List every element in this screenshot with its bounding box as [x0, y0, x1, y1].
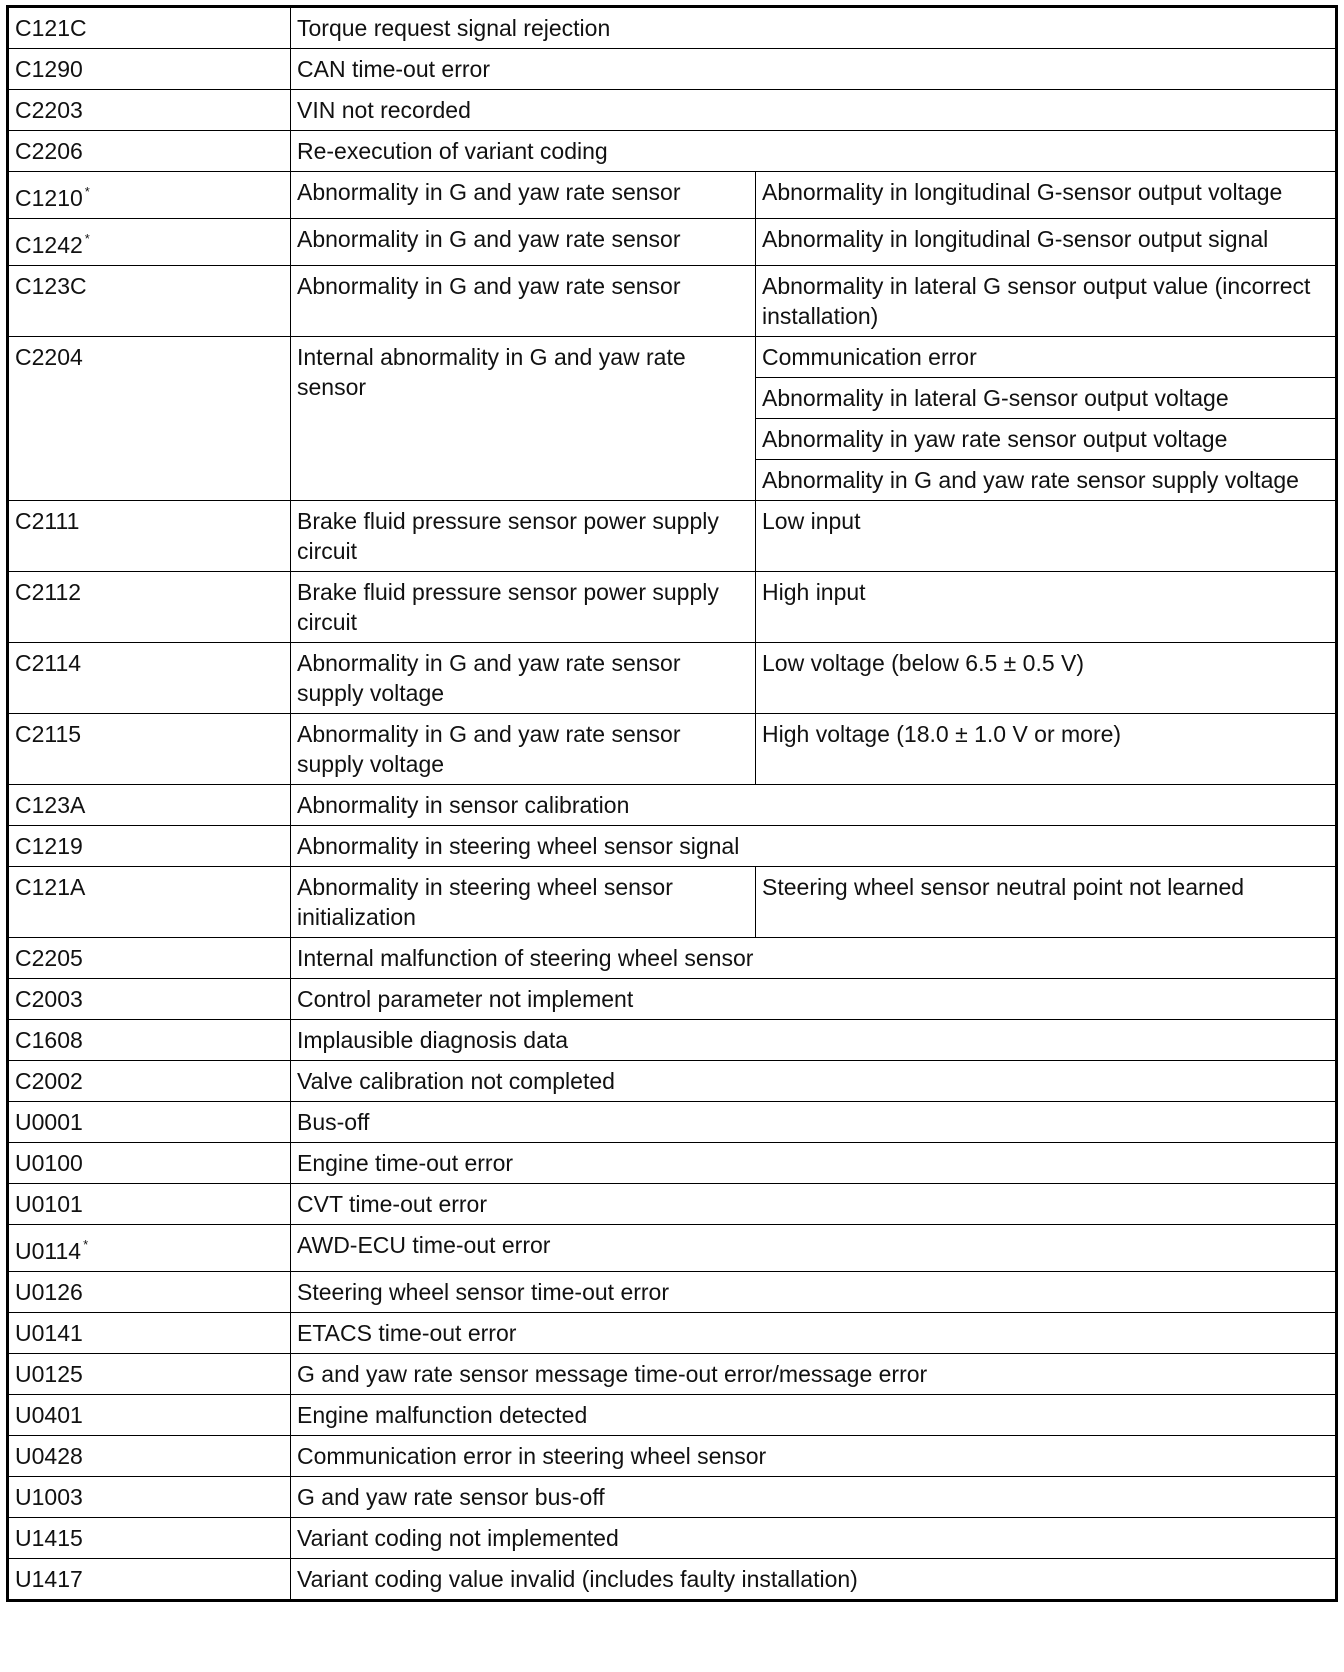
table-row	[8, 979, 1337, 1020]
dtc-description: Abnormality in G and yaw rate sensor	[291, 219, 756, 266]
dtc-code-cell	[8, 172, 291, 219]
dtc-code: C123A	[15, 792, 86, 818]
dtc-code-cell	[8, 826, 291, 867]
table-row	[8, 1313, 1337, 1354]
dtc-description: G and yaw rate sensor message time-out error/message error	[291, 1354, 1337, 1395]
dtc-code-cell	[8, 1184, 291, 1225]
dtc-description: ETACS time-out error	[291, 1313, 1337, 1354]
dtc-code-cell	[8, 643, 291, 714]
table-row	[8, 172, 1337, 219]
dtc-code: C2206	[15, 138, 83, 164]
table-row	[8, 643, 1337, 714]
dtc-code-cell	[8, 938, 291, 979]
dtc-code: C2111	[15, 508, 80, 534]
dtc-code: C2003	[15, 986, 83, 1012]
dtc-detail: Steering wheel sensor neutral point not learned	[756, 867, 1337, 938]
table-row	[8, 131, 1337, 172]
dtc-code-cell	[8, 714, 291, 785]
table-row	[8, 1272, 1337, 1313]
dtc-description: Abnormality in G and yaw rate sensor supply voltage	[291, 643, 756, 714]
dtc-description: Abnormality in steering wheel sensor signal	[291, 826, 1337, 867]
asterisk-note: *	[84, 231, 90, 246]
dtc-code: U0125	[15, 1361, 83, 1387]
dtc-detail: Abnormality in yaw rate sensor output voltage	[756, 419, 1337, 460]
dtc-code-cell	[8, 1272, 291, 1313]
dtc-code-cell	[8, 49, 291, 90]
dtc-code: U1415	[15, 1525, 83, 1551]
table-row	[8, 1020, 1337, 1061]
dtc-detail: Low input	[756, 501, 1337, 572]
table-row	[8, 501, 1337, 572]
dtc-detail: Abnormality in G and yaw rate sensor supply voltage	[756, 460, 1337, 501]
dtc-code: C1210	[15, 185, 83, 211]
dtc-code: C2203	[15, 97, 83, 123]
asterisk-note: *	[84, 184, 90, 199]
dtc-description: Valve calibration not completed	[291, 1061, 1337, 1102]
dtc-description: Abnormality in G and yaw rate sensor supply voltage	[291, 714, 756, 785]
table-row	[8, 1184, 1337, 1225]
dtc-description: G and yaw rate sensor bus-off	[291, 1477, 1337, 1518]
table-row	[8, 90, 1337, 131]
dtc-description: Abnormality in G and yaw rate sensor	[291, 172, 756, 219]
dtc-code: C1290	[15, 56, 83, 82]
dtc-detail: Abnormality in longitudinal G-sensor output voltage	[756, 172, 1337, 219]
dtc-code-cell	[8, 1354, 291, 1395]
dtc-code: U1003	[15, 1484, 83, 1510]
dtc-detail: Abnormality in lateral G-sensor output voltage	[756, 378, 1337, 419]
dtc-code: U0100	[15, 1150, 83, 1176]
dtc-code-cell	[8, 1477, 291, 1518]
table-row	[8, 572, 1337, 643]
dtc-description: Torque request signal rejection	[291, 7, 1337, 49]
dtc-code-cell	[8, 131, 291, 172]
table-row	[8, 1395, 1337, 1436]
dtc-code: C121A	[15, 874, 86, 900]
dtc-description: Abnormality in steering wheel sensor initialization	[291, 867, 756, 938]
dtc-code-cell	[8, 266, 291, 337]
table-row	[8, 826, 1337, 867]
dtc-description: Abnormality in sensor calibration	[291, 785, 1337, 826]
table-row	[8, 219, 1337, 266]
dtc-code: C121C	[15, 15, 87, 41]
dtc-description: Bus-off	[291, 1102, 1337, 1143]
dtc-code-cell	[8, 337, 291, 501]
dtc-code: C2204	[15, 344, 83, 370]
table-row	[8, 1225, 1337, 1272]
dtc-code: U0126	[15, 1279, 83, 1305]
table-row	[8, 938, 1337, 979]
dtc-description: Communication error in steering wheel sensor	[291, 1436, 1337, 1477]
dtc-code: C2112	[15, 579, 82, 605]
dtc-detail: Low voltage (below 6.5 ± 0.5 V)	[756, 643, 1337, 714]
dtc-code-cell	[8, 219, 291, 266]
dtc-code-cell	[8, 1102, 291, 1143]
table-row	[8, 714, 1337, 785]
dtc-code-cell	[8, 501, 291, 572]
dtc-code-cell	[8, 1061, 291, 1102]
dtc-description: Variant coding value invalid (includes faulty installation)	[291, 1559, 1337, 1601]
dtc-description: Brake fluid pressure sensor power supply circuit	[291, 501, 756, 572]
dtc-code-cell	[8, 1143, 291, 1184]
table-row	[8, 785, 1337, 826]
dtc-code: U1417	[15, 1566, 83, 1592]
dtc-code: U0401	[15, 1402, 83, 1428]
dtc-description: Implausible diagnosis data	[291, 1020, 1337, 1061]
table-row	[8, 867, 1337, 938]
dtc-description: Brake fluid pressure sensor power supply circuit	[291, 572, 756, 643]
dtc-code: U0114	[15, 1238, 82, 1264]
dtc-description: Internal malfunction of steering wheel sensor	[291, 938, 1337, 979]
dtc-code-cell	[8, 1395, 291, 1436]
dtc-description: AWD-ECU time-out error	[291, 1225, 1337, 1272]
table-row	[8, 1559, 1337, 1601]
dtc-table-body	[8, 7, 1337, 1601]
table-row	[8, 1436, 1337, 1477]
dtc-description: CVT time-out error	[291, 1184, 1337, 1225]
table-row	[8, 266, 1337, 337]
dtc-code-cell	[8, 90, 291, 131]
dtc-description: Re-execution of variant coding	[291, 131, 1337, 172]
dtc-description: Internal abnormality in G and yaw rate sensor	[291, 337, 756, 501]
dtc-table	[6, 5, 1338, 1602]
dtc-code-cell	[8, 1518, 291, 1559]
dtc-description: Variant coding not implemented	[291, 1518, 1337, 1559]
dtc-code: C2115	[15, 721, 82, 747]
table-row	[8, 1518, 1337, 1559]
dtc-description: Control parameter not implement	[291, 979, 1337, 1020]
dtc-description: Engine time-out error	[291, 1143, 1337, 1184]
dtc-code-cell	[8, 1313, 291, 1354]
dtc-code-cell	[8, 7, 291, 49]
dtc-code: C123C	[15, 273, 87, 299]
dtc-description: Engine malfunction detected	[291, 1395, 1337, 1436]
dtc-description: CAN time-out error	[291, 49, 1337, 90]
dtc-code-cell	[8, 867, 291, 938]
dtc-code: C2114	[15, 650, 82, 676]
dtc-code: C1242	[15, 232, 83, 258]
dtc-code: C2002	[15, 1068, 83, 1094]
dtc-description: Abnormality in G and yaw rate sensor	[291, 266, 756, 337]
table-row	[8, 1061, 1337, 1102]
table-row	[8, 1477, 1337, 1518]
table-row	[8, 337, 1337, 378]
dtc-description: Steering wheel sensor time-out error	[291, 1272, 1337, 1313]
dtc-detail: Abnormality in longitudinal G-sensor output signal	[756, 219, 1337, 266]
dtc-code-cell	[8, 572, 291, 643]
table-row	[8, 1102, 1337, 1143]
dtc-detail: High voltage (18.0 ± 1.0 V or more)	[756, 714, 1337, 785]
asterisk-note: *	[83, 1237, 89, 1252]
dtc-code-cell	[8, 1559, 291, 1601]
dtc-code-cell	[8, 979, 291, 1020]
dtc-code: C1608	[15, 1027, 83, 1053]
dtc-description: VIN not recorded	[291, 90, 1337, 131]
dtc-code-cell	[8, 1225, 291, 1272]
dtc-detail: Communication error	[756, 337, 1337, 378]
table-row	[8, 1143, 1337, 1184]
dtc-detail: High input	[756, 572, 1337, 643]
table-row	[8, 49, 1337, 90]
dtc-code-cell	[8, 1020, 291, 1061]
dtc-code: U0428	[15, 1443, 83, 1469]
dtc-code: C1219	[15, 833, 83, 859]
dtc-code-cell	[8, 1436, 291, 1477]
dtc-code: U0001	[15, 1109, 83, 1135]
dtc-detail: Abnormality in lateral G sensor output value (incorrect installation)	[756, 266, 1337, 337]
dtc-code: U0101	[15, 1191, 83, 1217]
table-row	[8, 1354, 1337, 1395]
table-row	[8, 7, 1337, 49]
dtc-code-cell	[8, 785, 291, 826]
dtc-code: C2205	[15, 945, 83, 971]
dtc-code: U0141	[15, 1320, 83, 1346]
